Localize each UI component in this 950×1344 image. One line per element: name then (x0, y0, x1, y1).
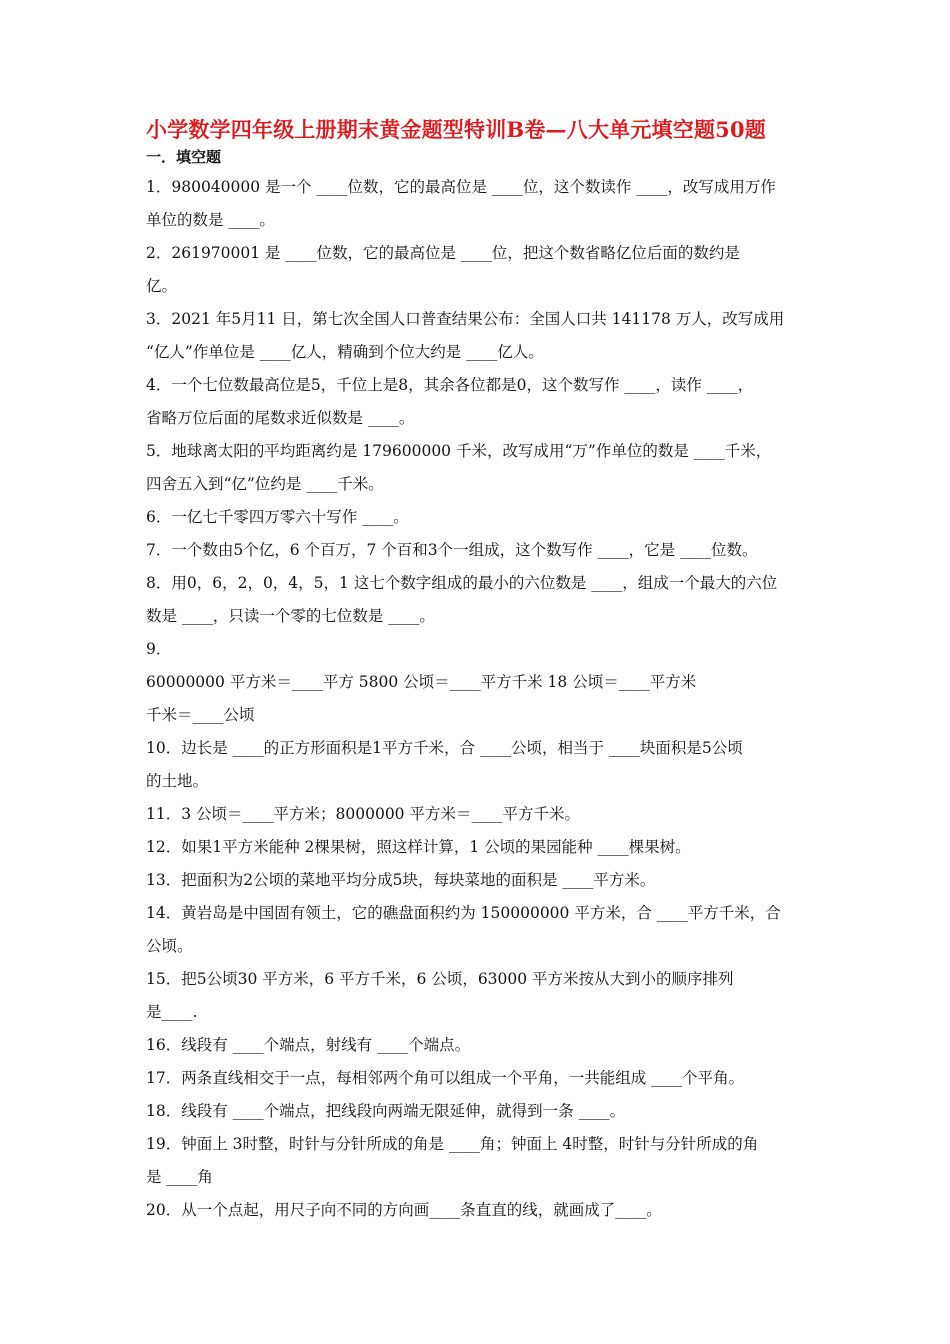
question-1-line-1: 1．980040000 是一个 ____位数，它的最高位是 ____位，这个数读作 ____，改写成用万作 (146, 178, 776, 196)
question-2-line-1: 2．261970001 是 ____位数，它的最高位是 ____位，把这个数省略亿位后面的数约是 (146, 244, 740, 262)
question-1-line-2: 单位的数是 ____。 (146, 211, 275, 229)
question-3-line-2: “亿人”作单位是 ____亿人，精确到个位大约是 ____亿人。 (146, 343, 544, 361)
question-14-line-2: 公顷。 (146, 937, 193, 955)
question-4-line-1: 4．一个七位数最高位是5，千位上是8，其余各位都是0，这个数写作 ____，读作 ____， (146, 376, 754, 394)
question-14-line-1: 14．黄岩岛是中国固有领土，它的礁盘面积约为 150000000 平方米，合 ____平方千米，合 (146, 904, 781, 922)
question-6-line-1: 6．一亿七千零四万零六十写作 ____。 (146, 508, 409, 526)
question-16-line-1: 16．线段有 ____个端点，射线有 ____个端点。 (146, 1036, 471, 1054)
question-13-line-1: 13．把面积为2公顷的菜地平均分成5块，每块菜地的面积是 ____平方米。 (146, 871, 656, 889)
question-5-line-1: 5．地球离太阳的平均距离约是 179600000 千米，改写成用“万”作单位的数是 ____千米， (146, 442, 772, 460)
question-10-line-2: 的土地。 (146, 772, 209, 790)
question-19-line-1: 19．钟面上 3时整，时针与分针所成的角是 ____角；钟面上 4时整，时针与分针所成的角 (146, 1135, 759, 1153)
section-heading: 一．填空题 (146, 148, 222, 166)
question-9-line-3: 千米＝____公顷 (146, 706, 255, 724)
question-19-line-2: 是 ____角 (146, 1168, 213, 1186)
question-15-line-2: 是____. (146, 1003, 198, 1021)
question-12-line-1: 12．如果1平方米能种 2棵果树，照这样计算，1 公顷的果园能种 ____棵果树。 (146, 838, 691, 856)
question-17-line-1: 17．两条直线相交于一点，每相邻两个角可以组成一个平角，一共能组成 ____个平角。 (146, 1069, 745, 1087)
question-20-line-1: 20．从一个点起，用尺子向不同的方向画____条直直的线，就画成了____。 (146, 1201, 662, 1219)
question-9-line-1: 9． (146, 640, 172, 658)
question-9-line-2: 60000000 平方米＝____平方 5800 公顷＝____平方千米 18 公顷＝____平方米 (146, 673, 697, 691)
question-15-line-1: 15．把5公顷30 平方米，6 平方千米，6 公顷，63000 平方米按从大到小的顺序排列 (146, 970, 734, 988)
question-8-line-2: 数是 ____，只读一个零的七位数是 ____。 (146, 607, 435, 625)
question-8-line-1: 8．用0，6，2，0，4，5，1 这七个数字组成的最小的六位数是 ____，组成一个最大的六位 (146, 574, 778, 592)
question-4-line-2: 省略万位后面的尾数求近似数是 ____。 (146, 409, 415, 427)
question-18-line-1: 18．线段有 ____个端点，把线段向两端无限延伸，就得到一条 ____。 (146, 1102, 626, 1120)
page-title: 小学数学四年级上册期末黄金题型特训B卷—八大单元填空题50题 (146, 117, 766, 142)
question-11-line-1: 11．3 公顷＝____平方米；8000000 平方米＝____平方千米。 (146, 805, 580, 823)
question-5-line-2: 四舍五入到“亿”位约是 ____千米。 (146, 475, 384, 493)
question-3-line-1: 3．2021 年5月11 日，第七次全国人口普查结果公布：全国人口共 141178 万人，改写成用 (146, 310, 785, 328)
question-2-line-2: 亿。 (146, 277, 178, 295)
question-10-line-1: 10．边长是 ____的正方形面积是1平方千米，合 ____公顷，相当于 ____块面积是5公顷 (146, 739, 743, 757)
question-7-line-1: 7．一个数由5个亿，6 个百万，7 个百和3个一组成，这个数写作 ____，它是 ____位数。 (146, 541, 758, 559)
